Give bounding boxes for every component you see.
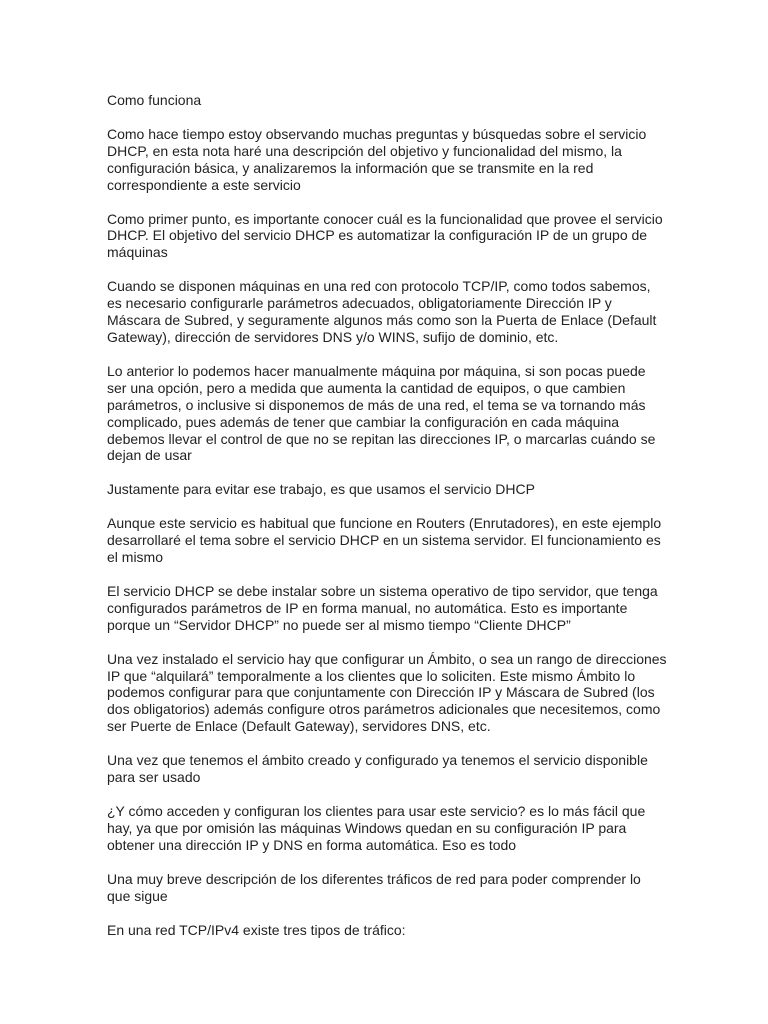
paragraph-first-point: Como primer punto, es importante conocer cuál es la funcionalidad que provee el servicio DHCP. El objetivo del servicio DHCP es automatizar la configuración IP de un grupo de máquinas bbox=[107, 210, 663, 261]
paragraph-traffic-description: Una muy breve descripción de los diferentes tráficos de red para poder comprender lo que sigue bbox=[107, 870, 641, 904]
paragraph-scope-ready: Una vez que tenemos el ámbito creado y configurado ya tenemos el servicio disponible para ser usado bbox=[107, 752, 648, 786]
document-title: Como funciona bbox=[107, 92, 202, 108]
paragraph-manual-configuration: Lo anterior lo podemos hacer manualmente máquina por máquina, si son pocas puede ser una opción, pero a medida que aumenta la cantidad de equipos, o que cambien parámetros, o inclusive si disponemos de más de una red, el tema se va tornando más complicado, pues además de tener que cambiar la configuración en cada máquina debemos llevar el control de que no se repitan las direcciones IP, o marcarlas cuándo se dejan de usar bbox=[107, 362, 656, 464]
paragraph-server-install: El servicio DHCP se debe instalar sobre un sistema operativo de tipo servidor, que tenga configurados parámetros de IP en forma manual, no automática. Esto es importante porque un “Servidor DHCP” no puede ser al mismo tiempo “Cliente DHCP” bbox=[107, 582, 658, 633]
paragraph-avoid-work: Justamente para evitar ese trabajo, es que usamos el servicio DHCP bbox=[107, 481, 535, 498]
paragraph-tcpip-parameters: Cuando se disponen máquinas en una red con protocolo TCP/IP, como todos sabemos, es necesario configurarle parámetros adecuados, obligatoriamente Dirección IP y Máscara de Subred, y seguramente algunos más como son la Puerta de Enlace (Default Gateway), dirección de servidores DNS y/o WINS, sufijo de dominio, etc. bbox=[107, 278, 657, 345]
paragraph-scope: Una vez instalado el servicio hay que configurar un Ámbito, o sea un rango de direcciones IP que “alquilará” temporalmente a los clientes que lo soliciten. Este mismo Ámbito lo podemos configurar para que conjuntamente con Dirección IP y Máscara de Subred (los dos obligatorios) además configure otros parámetros adicionales que necesitemos, como ser Puerte de Enlace (Default Gateway), servidores DNS, etc. bbox=[107, 650, 667, 735]
paragraph-traffic-types: En una red TCP/IPv4 existe tres tipos de tráfico: bbox=[107, 921, 406, 938]
paragraph-intro: Como hace tiempo estoy observando muchas preguntas y búsquedas sobre el servicio DHCP, en esta nota haré una descripción del objetivo y funcionalidad del mismo, la configuración básica, y analizaremos la información que se transmite en la red correspondiente a este servicio bbox=[107, 125, 647, 193]
paragraph-clients: ¿Y cómo acceden y configuran los clientes para usar este servicio? es lo más fácil que hay, ya que por omisión las máquinas Windows quedan en su configuración IP para obtener una dirección IP y DNS en forma automática. Eso es todo bbox=[107, 803, 646, 853]
paragraph-routers: Aunque este servicio es habitual que funcione en Routers (Enrutadores), en este ejemplo desarrollaré el tema sobre el servicio DHCP en un sistema servidor. El funcionamiento es el mismo bbox=[107, 515, 662, 566]
